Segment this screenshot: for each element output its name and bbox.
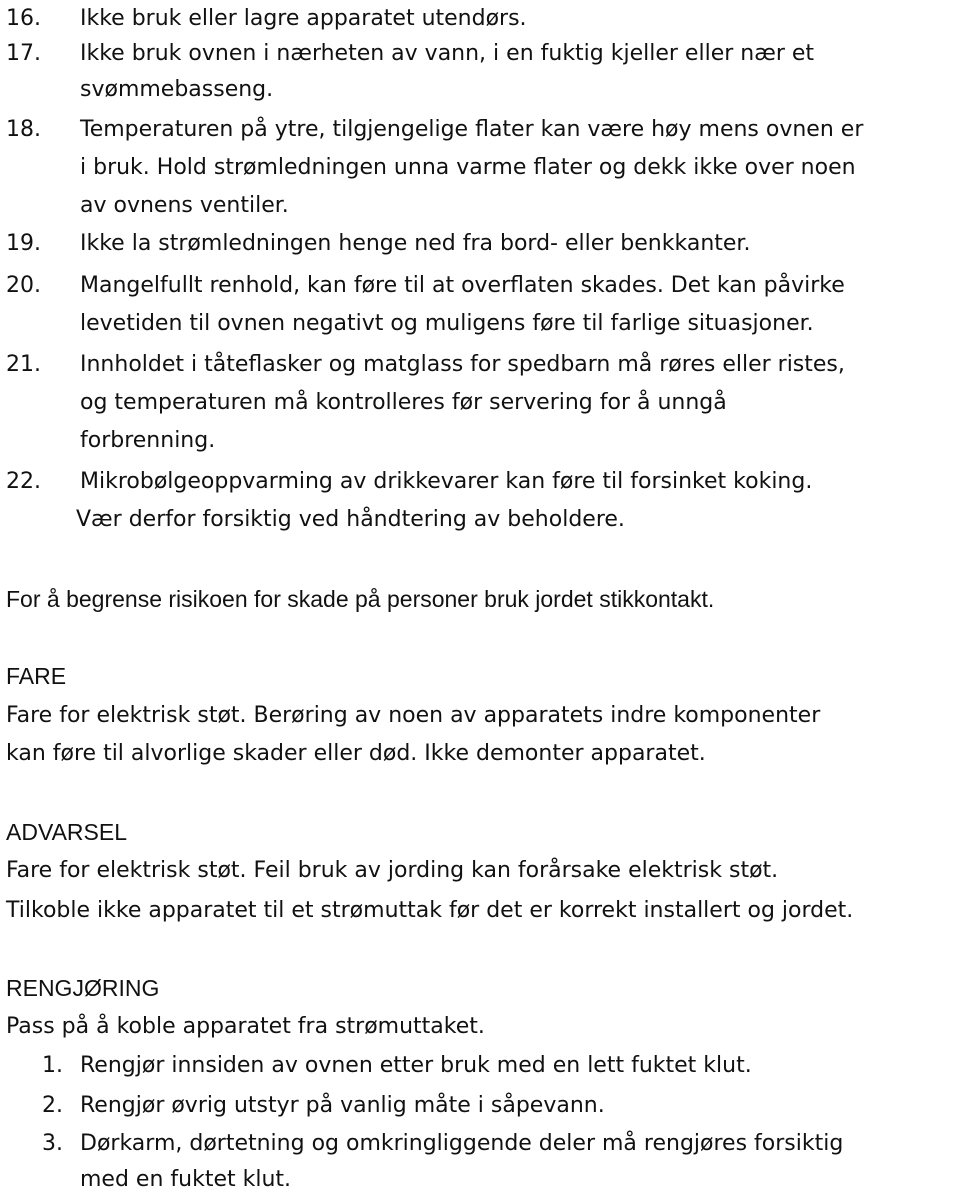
list-item-text: Ikke bruk ovnen i nærheten av vann, i en fuktig kjeller eller nær et xyxy=(80,41,815,66)
list-item-number: 18. xyxy=(6,117,41,142)
list-item-text: i bruk. Hold strømledningen unna varme flater og dekk ikke over noen xyxy=(80,155,856,180)
list-item-text: Rengjør innsiden av ovnen etter bruk med en lett fuktet klut. xyxy=(80,1053,752,1078)
list-item xyxy=(0,1047,960,1085)
list-item-text: av ovnens ventiler. xyxy=(80,193,289,218)
list-item-number: 17. xyxy=(6,41,41,66)
list-item-text: Vær derfor forsiktig ved håndtering av beholdere. xyxy=(76,507,625,532)
list-item-text: svømmebasseng. xyxy=(80,77,274,102)
list-item-text: forbrenning. xyxy=(80,428,216,453)
rengjoring-heading: RENGJØRING xyxy=(6,975,160,1001)
list-item-number: 22. xyxy=(6,469,41,494)
advarsel-text: Tilkoble ikke apparatet til et strømuttak før det er korrekt installert og jordet. xyxy=(6,898,854,923)
list-item-text: Dørkarm, dørtetning og omkringliggende deler må rengjøres forsiktig xyxy=(80,1131,844,1156)
list-item-number: 3. xyxy=(42,1131,63,1156)
list-item-text: Temperaturen på ytre, tilgjengelige flater kan være høy mens ovnen er xyxy=(80,117,864,142)
advarsel-text: Fare for elektrisk støt. Feil bruk av jording kan forårsake elektrisk støt. xyxy=(6,858,779,883)
grounding-note: For å begrense risikoen for skade på personer bruk jordet stikkontakt. xyxy=(6,586,715,612)
fare-text: Fare for elektrisk støt. Berøring av noen av apparatets indre komponenter xyxy=(6,703,821,728)
list-item-number: 20. xyxy=(6,273,41,298)
list-item-number: 19. xyxy=(6,231,41,256)
fare-text: kan føre til alvorlige skader eller død. Ikke demonter apparatet. xyxy=(6,741,706,766)
rengjoring-intro: Pass på å koble apparatet fra strømuttaket. xyxy=(6,1014,485,1039)
list-item-text: Innholdet i tåteflasker og matglass for spedbarn må røres eller ristes, xyxy=(80,352,845,377)
list-item-text: med en fuktet klut. xyxy=(80,1167,292,1192)
list-item-text: og temperaturen må kontrolleres før servering for å unngå xyxy=(80,390,727,415)
fare-heading: FARE xyxy=(6,663,67,689)
list-item-number: 1. xyxy=(42,1053,63,1078)
list-item-number: 16. xyxy=(6,6,41,31)
list-item-number: 2. xyxy=(42,1093,63,1118)
list-item-text: Mangelfullt renhold, kan føre til at overflaten skades. Det kan påvirke xyxy=(80,273,845,298)
list-item-text: Rengjør øvrig utstyr på vanlig måte i såpevann. xyxy=(80,1093,605,1118)
list-item-text: Ikke la strømledningen henge ned fra bord- eller benkkanter. xyxy=(80,231,751,256)
list-item-text: Mikrobølgeoppvarming av drikkevarer kan føre til forsinket koking. xyxy=(80,469,813,494)
list-item-text: Ikke bruk eller lagre apparatet utendørs. xyxy=(80,6,527,31)
list-item xyxy=(0,1087,960,1125)
list-item xyxy=(0,1125,960,1201)
advarsel-heading: ADVARSEL xyxy=(6,819,128,845)
list-item-text: levetiden til ovnen negativt og muligens føre til farlige situasjoner. xyxy=(80,311,814,336)
list-item-number: 21. xyxy=(6,352,41,377)
